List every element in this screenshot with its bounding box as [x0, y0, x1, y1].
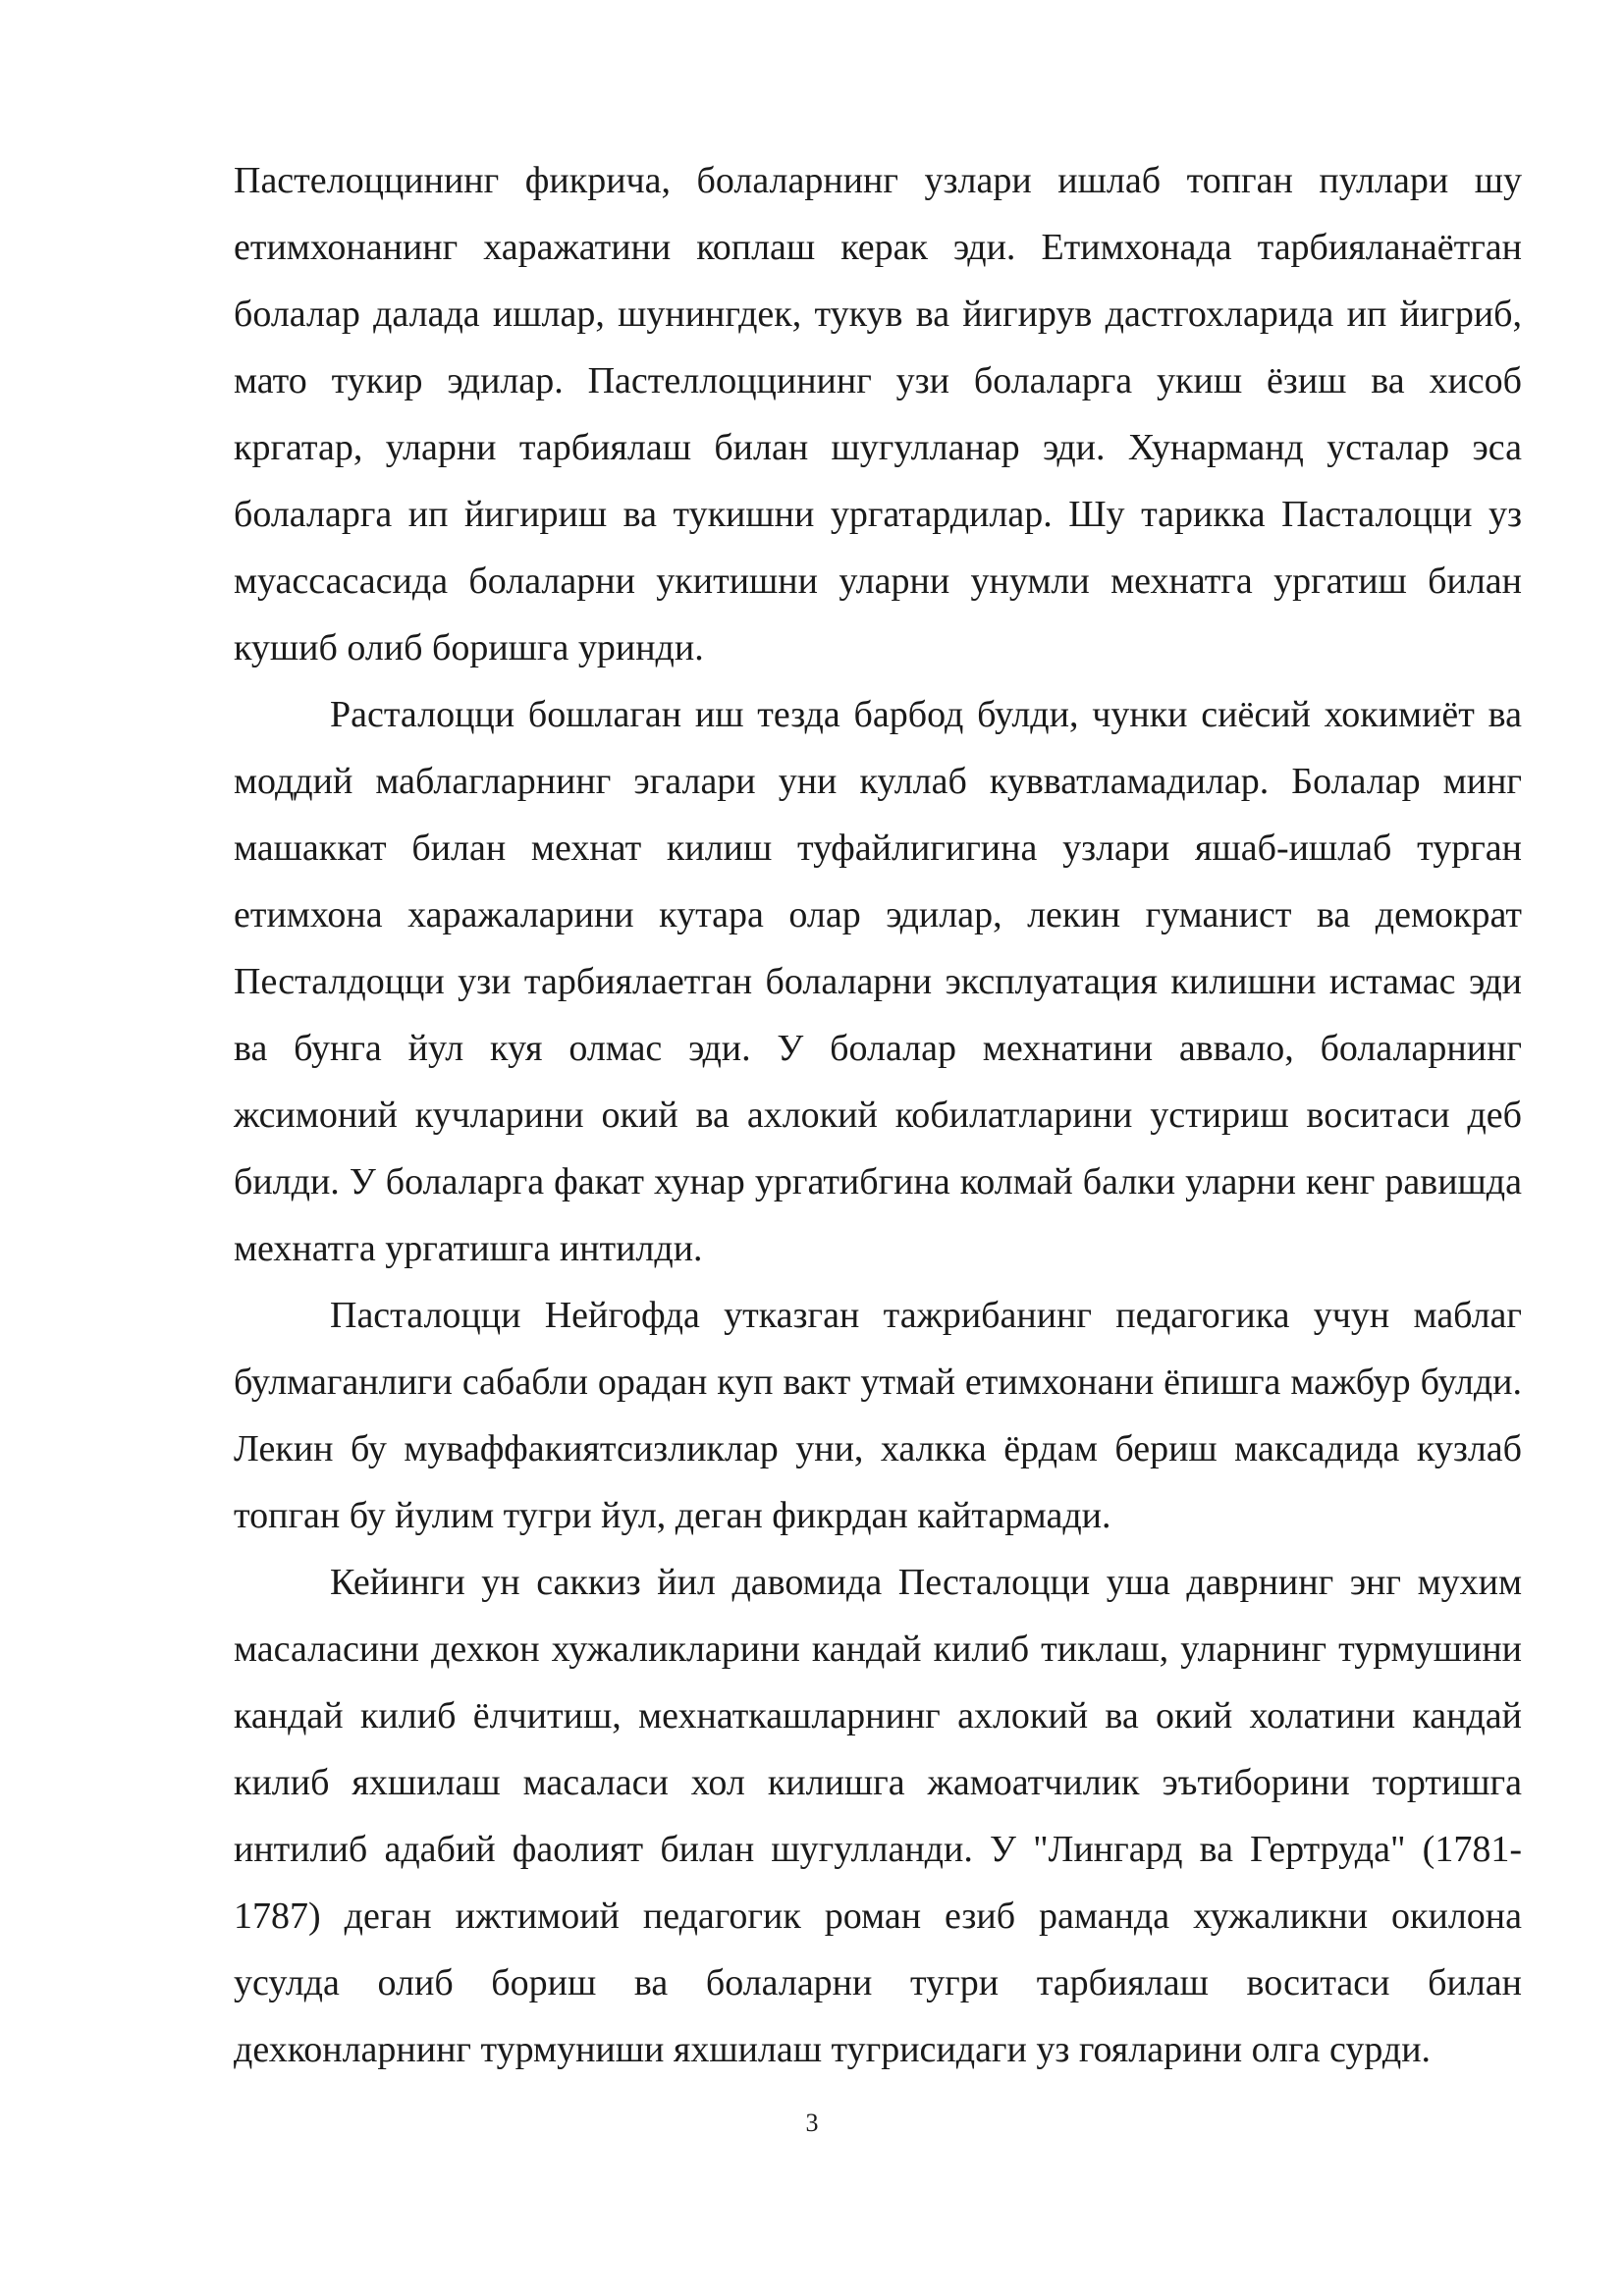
body-text: [234, 147, 1522, 2083]
paragraph-2: Расталоцци бошлаган иш тезда барбод булди, чунки сиёсий хокимиёт ва моддий маблагларнинг эгалари уни куллаб кувватламадилар. Болалар минг машаккат билан мехнат килиш туфайлигигина узлари яшаб-ишлаб турган етимхона харажаларини кутара олар эдилар, лекин гуманист ва демократ Песталдоцци узи тарбиялаетган болаларни эксплуатация килишни истамас эди ва бунга йул куя олмас эди. У болалар мехнатини аввало, болаларнинг жсимоний кучларини окий ва ахлокий кобилатларини устириш воситаси деб билди. У болаларга факат хунар ургатибгина колмай балки уларни кенг равишда мехнатга ургатишга интилди.: [234, 694, 1522, 1269]
page-number: 3: [805, 2109, 819, 2137]
paragraph-1: Пастелоццининг фикрича, болаларнинг узлари ишлаб топган пуллари шу етимхонанинг харажатини коплаш керак эди. Етимхонада тарбияланаётган болалар далада ишлар, шунингдек, тукув ва йигирув дастгохларида ип йигриб, мато тукир эдилар. Пастеллоццининг узи болаларга укиш ёзиш ва хисоб кргатар, уларни тарбиялаш билан шугулланар эди. Хунарманд усталар эса болаларга ип йигириш ва тукишни ургатардилар. Шу тарикка Пасталоцци уз муассасасида болаларни укитишни уларни унумли мехнатга ургатиш билан кушиб олиб боришга уринди.: [234, 160, 1522, 668]
paragraph-3: Пасталоцци Нейгофда утказган тажрибанинг педагогика учун маблаг булмаганлиги сабабли орадан куп вакт утмай етимхонани ёпишга мажбур булди. Лекин бу муваффакиятсизликлар уни, халкка ёрдам бериш максадида кузлаб топган бу йулим тугри йул, деган фикрдан кайтармади.: [234, 1295, 1522, 1536]
paragraph-4: Кейинги ун саккиз йил давомида Песталоцци уша даврнинг энг мухим масаласини дехкон хужаликларини кандай килиб тиклаш, уларнинг турмушини кандай килиб ёлчитиш, мехнаткашларнинг ахлокий ва окий холатини кандай килиб яхшилаш масаласи хол килишга жамоатчилик эътиборини тортишга интилиб адабий фаолият билан шугулланди. У "Лингард ва Гертруда" (1781-1787) деган ижтимоий педагогик роман езиб раманда хужаликни окилона усулда олиб бориш ва болаларни тугри тарбиялаш воситаси билан дехконларнинг турмуниши яхшилаш тугрисидаги уз гояларини олга сурди.: [234, 1562, 1522, 2070]
